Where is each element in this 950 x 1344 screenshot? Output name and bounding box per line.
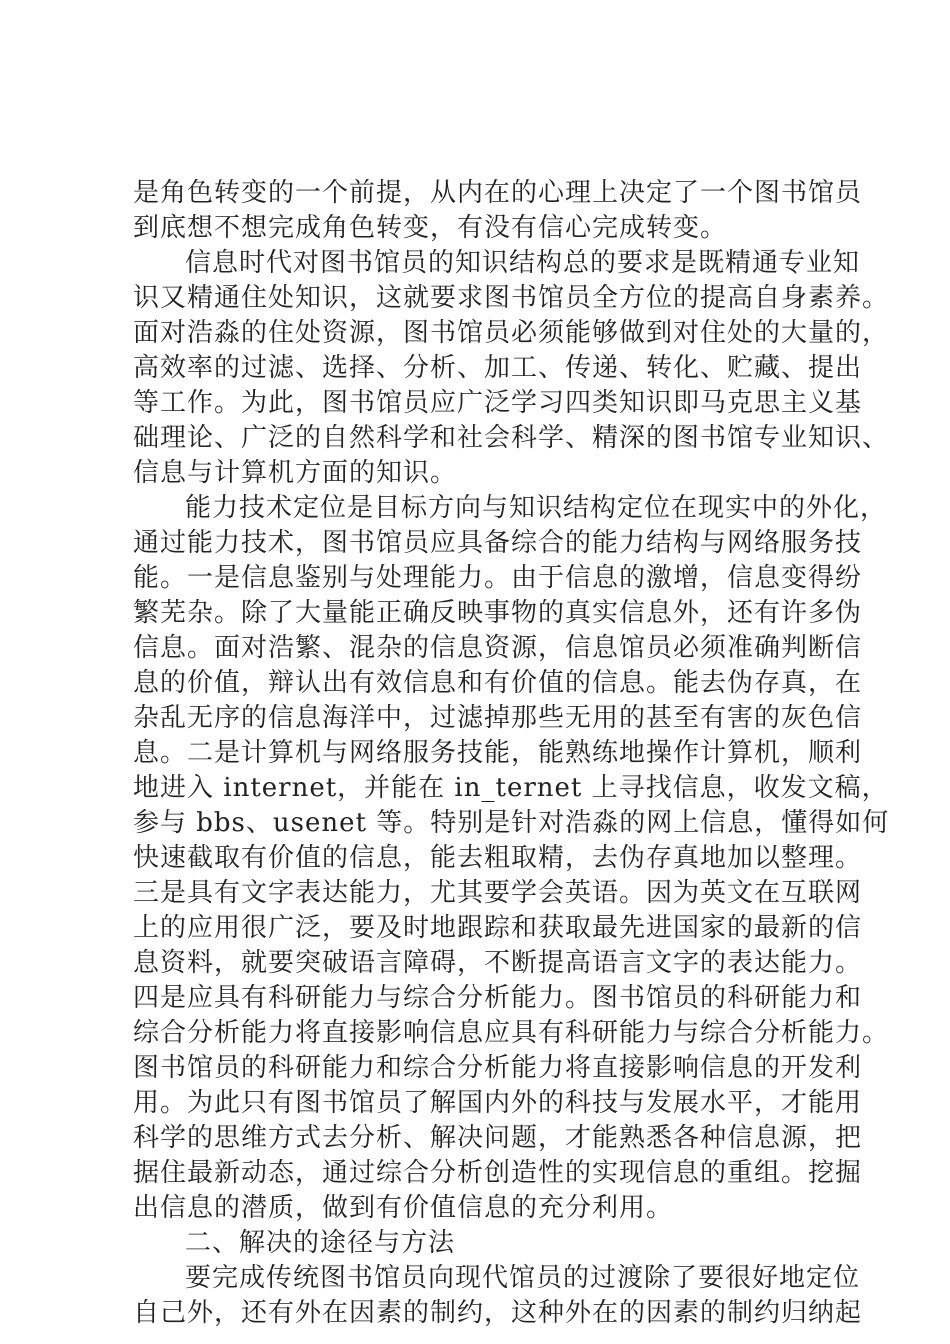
text-line: 快速截取有价值的信息，能去粗取精，去伪存真地加以整理。 xyxy=(133,843,863,873)
text-line: 科学的思维方式去分析、解决问题，才能熟悉各种信息源，把 xyxy=(133,1123,863,1153)
text-line: 杂乱无序的信息海洋中，过滤掉那些无用的甚至有害的灰色信 xyxy=(133,703,863,733)
text-line: 据住最新动态，通过综合分析创造性的实现信息的重组。挖掘 xyxy=(133,1158,863,1188)
text-line: 能力技术定位是目标方向与知识结构定位在现实中的外化， xyxy=(185,493,888,523)
text-line: 图书馆员的科研能力和综合分析能力将直接影响信息的开发利 xyxy=(133,1053,863,1083)
text-line: 信息时代对图书馆员的知识结构总的要求是既精通专业知 xyxy=(185,248,861,278)
text-line: 信息与计算机方面的知识。 xyxy=(133,458,458,488)
text-line: 信息。面对浩繁、混杂的信息资源，信息馆员必须准确判断信 xyxy=(133,633,863,663)
text-line: 息资料，就要突破语言障碍，不断提高语言文字的表达能力。 xyxy=(133,948,863,978)
section-heading: 二、解决的途径与方法 xyxy=(185,1228,456,1258)
text-line: 面对浩淼的住处资源，图书馆员必须能够做到对住处的大量的， xyxy=(133,318,890,348)
text-line: 能。一是信息鉴别与处理能力。由于信息的激增，信息变得纷 xyxy=(133,563,863,593)
text-line: 要完成传统图书馆员向现代馆员的过渡除了要很好地定位 xyxy=(185,1263,861,1293)
text-line: 识又精通住处知识，这就要求图书馆员全方位的提高自身素养。 xyxy=(133,283,890,313)
text-line: 参与 bbs、usenet 等。特别是针对浩淼的网上信息，懂得如何 xyxy=(133,808,890,838)
text-line: 等工作。为此，图书馆员应广泛学习四类知识即马克思主义基 xyxy=(133,388,863,418)
text-line: 高效率的过滤、选择、分析、加工、传递、转化、贮藏、提出 xyxy=(133,353,863,383)
text-line: 通过能力技术，图书馆员应具备综合的能力结构与网络服务技 xyxy=(133,528,863,558)
text-line: 繁芜杂。除了大量能正确反映事物的真实信息外，还有许多伪 xyxy=(133,598,863,628)
text-line: 综合分析能力将直接影响信息应具有科研能力与综合分析能力。 xyxy=(133,1018,890,1048)
text-line: 到底想不想完成角色转变，有没有信心完成转变。 xyxy=(133,213,728,243)
text-line: 用。为此只有图书馆员了解国内外的科技与发展水平，才能用 xyxy=(133,1088,863,1118)
text-line: 四是应具有科研能力与综合分析能力。图书馆员的科研能力和 xyxy=(133,983,863,1013)
text-line: 三是具有文字表达能力，尤其要学会英语。因为英文在互联网 xyxy=(133,878,863,908)
text-line: 地进入 internet，并能在 in_ternet 上寻找信息，收发文稿， xyxy=(133,773,889,803)
text-line: 出信息的潜质，做到有价值信息的充分利用。 xyxy=(133,1193,674,1223)
text-line: 是角色转变的一个前提，从内在的心理上决定了一个图书馆员 xyxy=(133,178,863,208)
text-line: 自己外，还有外在因素的制约，这种外在的因素的制约归纳起 xyxy=(133,1298,863,1328)
text-line: 上的应用很广泛，要及时地跟踪和获取最先进国家的最新的信 xyxy=(133,913,863,943)
text-line: 息。二是计算机与网络服务技能，能熟练地操作计算机，顺利 xyxy=(133,738,863,768)
text-line: 础理论、广泛的自然科学和社会科学、精深的图书馆专业知识、 xyxy=(133,423,890,453)
text-line: 息的价值，辩认出有效信息和有价值的信息。能去伪存真，在 xyxy=(133,668,863,698)
